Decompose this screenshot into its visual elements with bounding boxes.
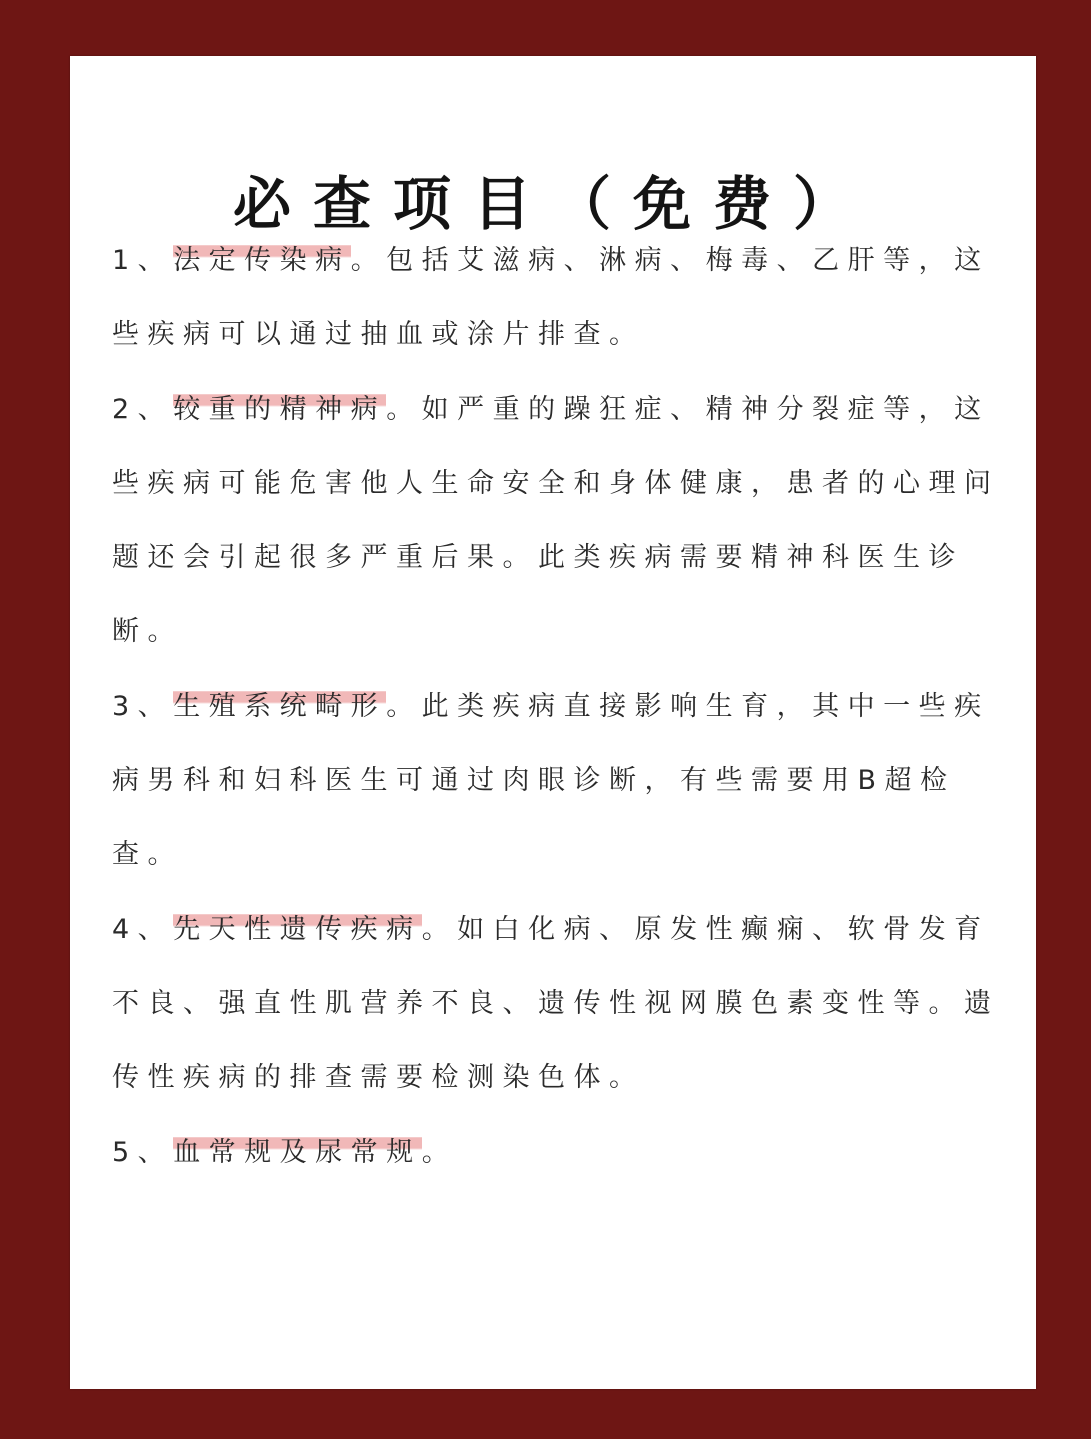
list-item xyxy=(112,373,1012,670)
item-description: 。 xyxy=(421,1136,458,1168)
item-description: 。包括艾滋病、淋病、梅毒、乙肝等，这些疾病可以通过抽血或涂片排查。 xyxy=(112,245,990,351)
item-highlight: 法定传染病 xyxy=(173,245,351,276)
item-highlight: 先天性遗传疾病 xyxy=(173,913,422,945)
item-number: 2、 xyxy=(112,393,174,425)
page-title: 必查项目（免费） xyxy=(232,170,873,238)
list-item xyxy=(112,893,1012,1116)
item-highlight: 较重的精神病 xyxy=(173,393,387,425)
list-item xyxy=(112,670,1012,893)
list-item xyxy=(112,224,1012,373)
item-highlight: 生殖系统畸形 xyxy=(173,690,387,722)
item-list xyxy=(112,224,1012,1190)
item-description: 。此类疾病直接影响生育，其中一些疾病男科和妇科医生可通过肉眼诊断，有些需要用B超检查。 xyxy=(112,690,990,871)
list-item xyxy=(112,1116,1012,1190)
item-number: 5、 xyxy=(112,1136,174,1168)
item-description: 。如严重的躁狂症、精神分裂症等，这些疾病可能危害他人生命安全和身体健康，患者的心理问题还会引起很多严重后果。此类疾病需要精神科医生诊断。 xyxy=(112,393,1000,648)
item-highlight: 血常规及尿常规 xyxy=(173,1136,422,1168)
item-number: 3、 xyxy=(112,690,174,722)
document-card xyxy=(70,56,1036,1389)
item-description: 。如白化病、原发性癫痫、软骨发育不良、强直性肌营养不良、遗传性视网膜色素变性等。遗传性疾病的排查需要检测染色体。 xyxy=(112,913,1000,1094)
item-number: 1、 xyxy=(112,245,174,276)
item-number: 4、 xyxy=(112,913,174,945)
